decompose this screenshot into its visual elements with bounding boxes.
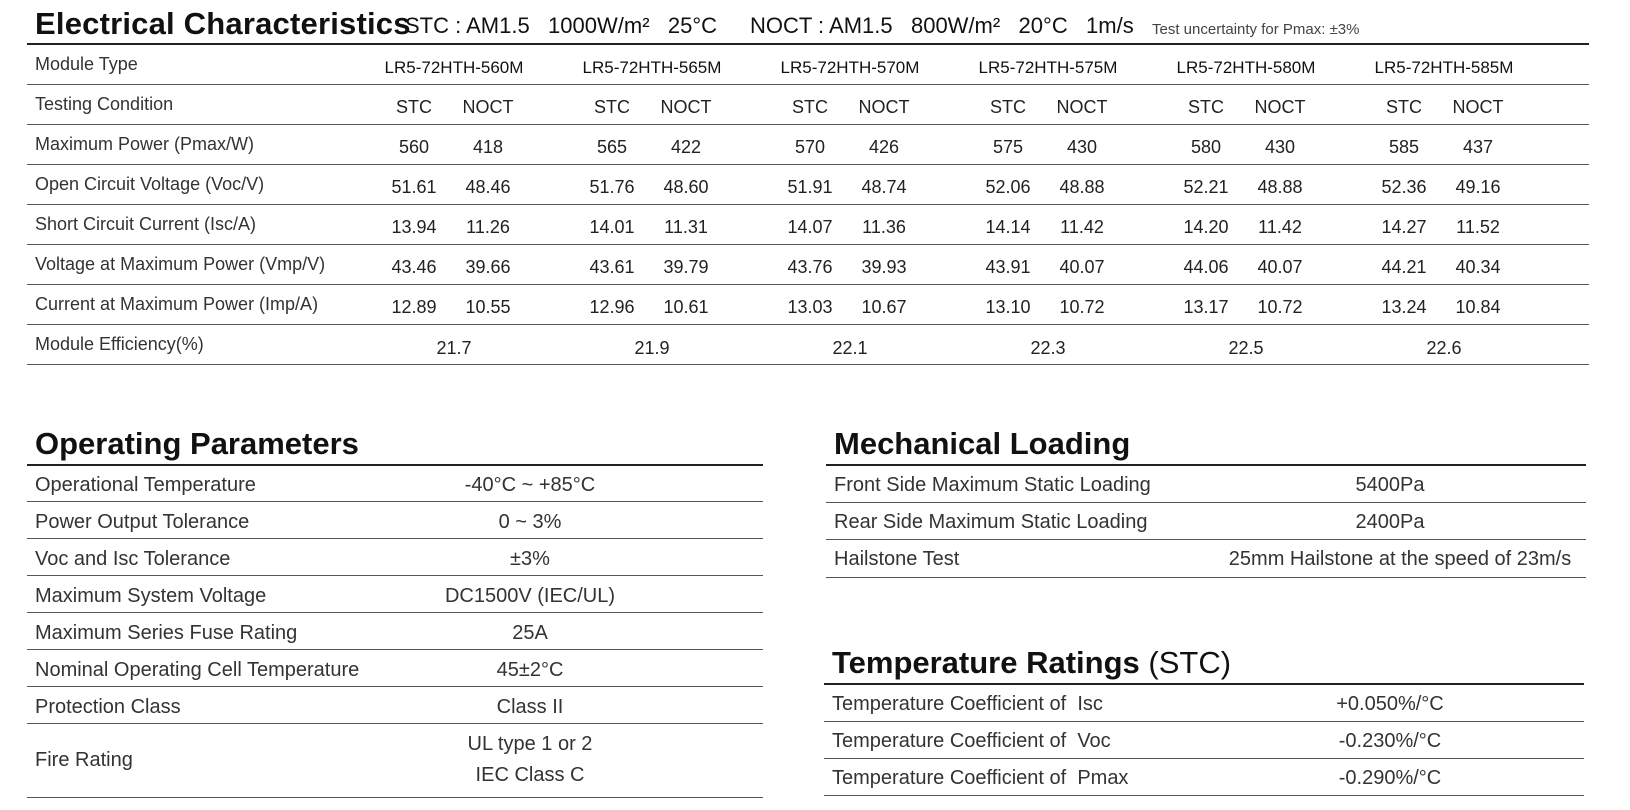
isc-stc: 14.01 xyxy=(589,217,635,237)
stc-condition: STC : AM1.5 1000W/m² 25°C xyxy=(405,13,718,38)
isc-noct: 11.26 xyxy=(466,217,510,237)
imp-stc: 13.03 xyxy=(787,297,833,317)
row-divider xyxy=(27,723,763,724)
row-divider xyxy=(27,538,763,539)
op-value-fire-rating-line1: UL type 1 or 2 xyxy=(467,733,593,755)
test-uncertainty-note: Test uncertainty for Pmax: ±3% xyxy=(1152,21,1360,38)
module-type-570m: LR5-72HTH-570M xyxy=(780,58,920,77)
voc-stc: 52.21 xyxy=(1183,177,1229,197)
imp-stc: 13.17 xyxy=(1183,297,1229,317)
temperature-ratings-subtitle: (STC) xyxy=(1148,645,1232,680)
vmp-noct: 40.34 xyxy=(1455,257,1501,277)
row-divider xyxy=(826,539,1586,540)
voc-noct: 48.60 xyxy=(663,177,709,197)
row-label-imp: Current at Maximum Power (Imp/A) xyxy=(35,294,319,314)
isc-stc: 13.94 xyxy=(391,217,437,237)
pmax-stc: 565 xyxy=(596,137,628,157)
imp-noct: 10.61 xyxy=(663,297,709,317)
row-divider xyxy=(826,577,1586,578)
op-label-noct: Nominal Operating Cell Temperature xyxy=(35,659,360,681)
isc-stc: 14.27 xyxy=(1381,217,1427,237)
temp-label-pmax: Temperature Coefficient of Pmax xyxy=(832,767,1129,789)
mech-label-hailstone: Hailstone Test xyxy=(834,548,960,570)
efficiency-value: 21.7 xyxy=(436,338,472,358)
pmax-stc: 570 xyxy=(794,137,826,157)
row-divider xyxy=(27,501,763,502)
op-label-voc-isc-tolerance: Voc and Isc Tolerance xyxy=(35,548,231,570)
imp-stc: 12.89 xyxy=(391,297,437,317)
row-divider xyxy=(27,324,1589,325)
row-divider xyxy=(27,204,1589,205)
vmp-noct: 39.79 xyxy=(663,257,709,277)
mechanical-loading-title: Mechanical Loading xyxy=(834,426,1131,461)
pmax-noct: 422 xyxy=(670,137,702,157)
efficiency-value: 21.9 xyxy=(634,338,670,358)
isc-stc: 14.14 xyxy=(985,217,1031,237)
vmp-noct: 39.93 xyxy=(861,257,907,277)
noct-condition: NOCT : AM1.5 800W/m² 20°C 1m/s xyxy=(750,13,1134,38)
row-divider xyxy=(27,84,1589,85)
mech-label-front-static: Front Side Maximum Static Loading xyxy=(834,474,1151,496)
noct-label: NOCT xyxy=(660,97,712,117)
module-type-580m: LR5-72HTH-580M xyxy=(1176,58,1316,77)
row-label-pmax: Maximum Power (Pmax/W) xyxy=(35,134,255,154)
voc-noct: 48.88 xyxy=(1257,177,1303,197)
efficiency-value: 22.5 xyxy=(1228,338,1264,358)
row-divider xyxy=(27,575,763,576)
stc-label: STC xyxy=(792,97,828,117)
op-label-power-output-tolerance: Power Output Tolerance xyxy=(35,511,250,533)
row-divider xyxy=(27,244,1589,245)
op-value-fire-rating-line2: IEC Class C xyxy=(475,764,585,786)
op-value-max-series-fuse: 25A xyxy=(512,622,548,644)
stc-label: STC xyxy=(990,97,1026,117)
stc-label: STC xyxy=(396,97,432,117)
row-divider xyxy=(27,797,763,798)
row-label-testing-condition: Testing Condition xyxy=(35,94,174,114)
row-divider xyxy=(27,612,763,613)
imp-noct: 10.72 xyxy=(1257,297,1303,317)
noct-label: NOCT xyxy=(1254,97,1306,117)
row-divider xyxy=(824,758,1584,759)
voc-noct: 49.16 xyxy=(1455,177,1501,197)
imp-stc: 13.10 xyxy=(985,297,1031,317)
row-label-voc: Open Circuit Voltage (Voc/V) xyxy=(35,174,265,194)
row-divider xyxy=(27,284,1589,285)
row-divider xyxy=(27,164,1589,165)
row-label-vmp: Voltage at Maximum Power (Vmp/V) xyxy=(35,254,326,274)
operating-header-rule xyxy=(27,464,763,466)
isc-noct: 11.42 xyxy=(1258,217,1302,237)
op-value-protection-class: Class II xyxy=(496,696,564,718)
pmax-stc: 560 xyxy=(398,137,430,157)
op-value-max-system-voltage: DC1500V (IEC/UL) xyxy=(444,585,616,607)
vmp-stc: 43.76 xyxy=(787,257,833,277)
mech-value-front-static: 5400Pa xyxy=(1355,474,1425,496)
row-divider xyxy=(27,364,1589,365)
voc-stc: 52.06 xyxy=(985,177,1031,197)
temp-label-isc: Temperature Coefficient of Isc xyxy=(832,693,1103,715)
row-label-module-type: Module Type xyxy=(35,54,138,74)
noct-label: NOCT xyxy=(1056,97,1108,117)
mech-label-rear-static: Rear Side Maximum Static Loading xyxy=(834,511,1148,533)
vmp-stc: 43.46 xyxy=(391,257,437,277)
isc-noct: 11.42 xyxy=(1060,217,1104,237)
vmp-stc: 44.06 xyxy=(1183,257,1229,277)
imp-stc: 13.24 xyxy=(1381,297,1427,317)
isc-stc: 14.07 xyxy=(787,217,833,237)
row-divider xyxy=(27,686,763,687)
temp-value-voc: -0.230%/°C xyxy=(1338,730,1442,752)
mech-value-hailstone: 25mm Hailstone at the speed of 23m/s xyxy=(1228,548,1572,570)
op-label-fire-rating: Fire Rating xyxy=(35,749,133,771)
pmax-noct: 430 xyxy=(1264,137,1296,157)
imp-noct: 10.84 xyxy=(1455,297,1501,317)
stc-label: STC xyxy=(594,97,630,117)
temperature-ratings-heading: Temperature Ratings xyxy=(832,645,1140,680)
row-divider xyxy=(27,649,763,650)
voc-noct: 48.46 xyxy=(465,177,511,197)
voc-stc: 52.36 xyxy=(1381,177,1427,197)
stc-label: STC xyxy=(1188,97,1224,117)
isc-noct: 11.52 xyxy=(1456,217,1500,237)
operating-parameters-title: Operating Parameters xyxy=(35,426,359,461)
efficiency-value: 22.3 xyxy=(1030,338,1066,358)
imp-noct: 10.55 xyxy=(465,297,511,317)
mech-value-rear-static: 2400Pa xyxy=(1355,511,1425,533)
row-label-efficiency: Module Efficiency(%) xyxy=(35,334,204,354)
temp-value-isc: +0.050%/°C xyxy=(1336,693,1444,715)
pmax-stc: 575 xyxy=(992,137,1024,157)
pmax-stc: 580 xyxy=(1190,137,1222,157)
row-divider xyxy=(824,721,1584,722)
pmax-stc: 585 xyxy=(1388,137,1420,157)
mechanical-header-rule xyxy=(826,464,1586,466)
row-divider xyxy=(27,124,1589,125)
temperature-ratings-title xyxy=(832,645,1231,681)
imp-noct: 10.72 xyxy=(1059,297,1105,317)
op-value-noct: 45±2°C xyxy=(496,659,564,681)
noct-label: NOCT xyxy=(858,97,910,117)
pmax-noct: 430 xyxy=(1066,137,1098,157)
vmp-noct: 40.07 xyxy=(1257,257,1303,277)
module-type-575m: LR5-72HTH-575M xyxy=(978,58,1118,77)
vmp-noct: 39.66 xyxy=(465,257,511,277)
op-value-power-output-tolerance: 0 ~ 3% xyxy=(498,511,562,533)
vmp-stc: 43.61 xyxy=(589,257,635,277)
voc-noct: 48.88 xyxy=(1059,177,1105,197)
op-label-operational-temperature: Operational Temperature xyxy=(35,474,256,496)
efficiency-value: 22.1 xyxy=(832,338,868,358)
voc-stc: 51.61 xyxy=(391,177,437,197)
vmp-noct: 40.07 xyxy=(1059,257,1105,277)
op-label-max-series-fuse: Maximum Series Fuse Rating xyxy=(35,622,298,644)
pmax-noct: 426 xyxy=(868,137,900,157)
electrical-characteristics-title: Electrical Characteristics xyxy=(35,6,411,41)
op-value-voc-isc-tolerance: ±3% xyxy=(510,548,550,570)
voc-stc: 51.91 xyxy=(787,177,833,197)
efficiency-value: 22.6 xyxy=(1426,338,1462,358)
module-type-565m: LR5-72HTH-565M xyxy=(582,58,722,77)
op-value-operational-temperature: -40°C ~ +85°C xyxy=(464,474,596,496)
op-label-max-system-voltage: Maximum System Voltage xyxy=(35,585,267,607)
row-divider xyxy=(824,795,1584,796)
imp-noct: 10.67 xyxy=(861,297,907,317)
op-label-protection-class: Protection Class xyxy=(35,696,181,718)
voc-stc: 51.76 xyxy=(589,177,635,197)
imp-stc: 12.96 xyxy=(589,297,635,317)
stc-label: STC xyxy=(1386,97,1422,117)
pmax-noct: 437 xyxy=(1462,137,1494,157)
vmp-stc: 43.91 xyxy=(985,257,1031,277)
voc-noct: 48.74 xyxy=(861,177,907,197)
vmp-stc: 44.21 xyxy=(1381,257,1427,277)
noct-label: NOCT xyxy=(1452,97,1504,117)
module-type-585m: LR5-72HTH-585M xyxy=(1374,58,1514,77)
row-label-isc: Short Circuit Current (Isc/A) xyxy=(35,214,257,234)
isc-noct: 11.36 xyxy=(862,217,906,237)
temperature-header-rule xyxy=(824,683,1584,685)
isc-stc: 14.20 xyxy=(1183,217,1229,237)
row-divider xyxy=(826,502,1586,503)
noct-label: NOCT xyxy=(462,97,514,117)
temp-label-voc: Temperature Coefficient of Voc xyxy=(832,730,1111,752)
isc-noct: 11.31 xyxy=(664,217,708,237)
pmax-noct: 418 xyxy=(472,137,504,157)
module-type-560m: LR5-72HTH-560M xyxy=(384,58,524,77)
electrical-header-rule xyxy=(27,43,1589,45)
temp-value-pmax: -0.290%/°C xyxy=(1338,767,1442,789)
